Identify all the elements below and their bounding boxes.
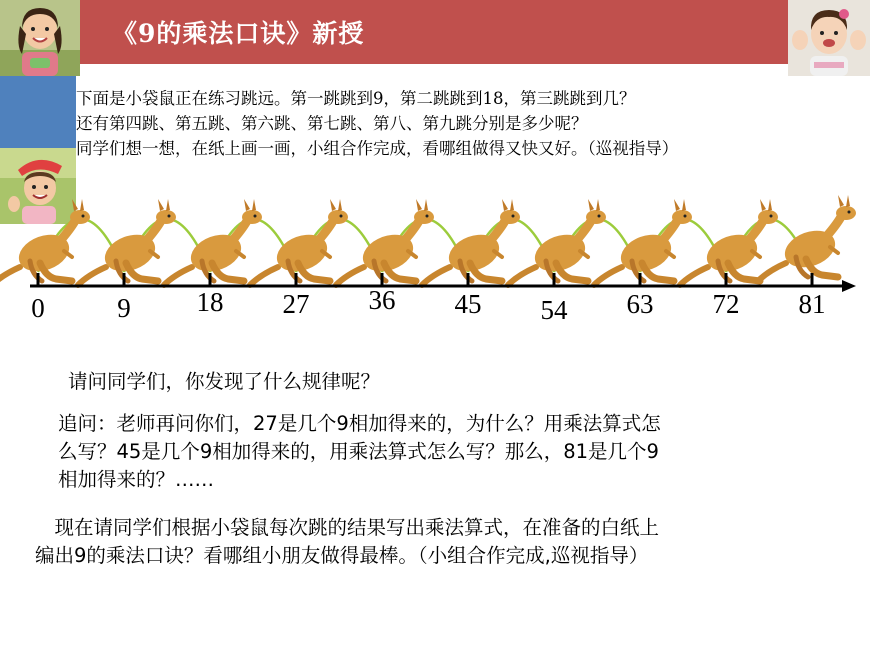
followup-line: 追问：老师再问你们，27是几个9相加得来的，为什么？用乘法算式怎 — [58, 412, 661, 435]
tick-label: 45 — [454, 289, 482, 319]
prompt-text — [76, 86, 870, 161]
kangaroo-icon — [336, 199, 434, 285]
kangaroo-icon — [164, 199, 262, 285]
kangaroo-icon — [508, 199, 606, 285]
page-title: 《9的乘法口诀》新授 — [112, 19, 365, 48]
tick-label: 63 — [626, 289, 654, 319]
tick-label: 36 — [368, 285, 396, 315]
question-text: 请问同学们，你发现了什么规律呢？ — [68, 370, 381, 393]
kangaroo-icon — [422, 199, 520, 285]
task-text — [35, 514, 835, 570]
kangaroo-icon — [758, 195, 856, 281]
tick-label: 54 — [540, 295, 568, 325]
tick-label: 9 — [117, 293, 131, 323]
tick-label: 27 — [282, 289, 310, 319]
kangaroos — [0, 195, 856, 285]
child-photo-top-left — [0, 0, 80, 76]
kangaroo-icon — [594, 199, 692, 285]
kangaroo-icon — [0, 199, 90, 285]
kangaroo-icon — [250, 199, 348, 285]
prompt-line: 同学们想一想，在纸上画一画，小组合作完成，看哪组做得又快又好。（巡视指导） — [76, 139, 679, 158]
axis-arrow — [842, 280, 856, 292]
child-photo-top-right — [788, 0, 870, 76]
task-line: 编出9的乘法口诀？看哪组小朋友做得最棒。（小组合作完成,巡视指导） — [35, 544, 649, 567]
task-line: 现在请同学们根据小袋鼠每次跳的结果写出乘法算式，在准备的白纸上 — [35, 516, 660, 539]
prompt-line: 还有第四跳、第五跳、第六跳、第七跳、第八、第九跳分别是多少呢？ — [76, 114, 588, 133]
kangaroo-icon — [680, 199, 778, 285]
kangaroo-icon — [78, 199, 176, 285]
prompt-line: 下面是小袋鼠正在练习跳远。第一跳跳到9，第二跳跳到18，第三跳跳到几？ — [76, 89, 636, 108]
tick-label: 72 — [712, 289, 740, 319]
blue-accent-block — [0, 76, 76, 148]
tick-label: 0 — [31, 293, 45, 323]
tick-label: 18 — [196, 287, 224, 317]
tick-label: 81 — [798, 289, 826, 319]
followup-line: 么写？45是几个9相加得来的，用乘法算式怎么写？那么，81是几个9 — [58, 440, 659, 463]
followup-text — [58, 410, 818, 494]
number-line — [0, 195, 870, 330]
followup-line: 相加得来的？…… — [58, 468, 215, 491]
